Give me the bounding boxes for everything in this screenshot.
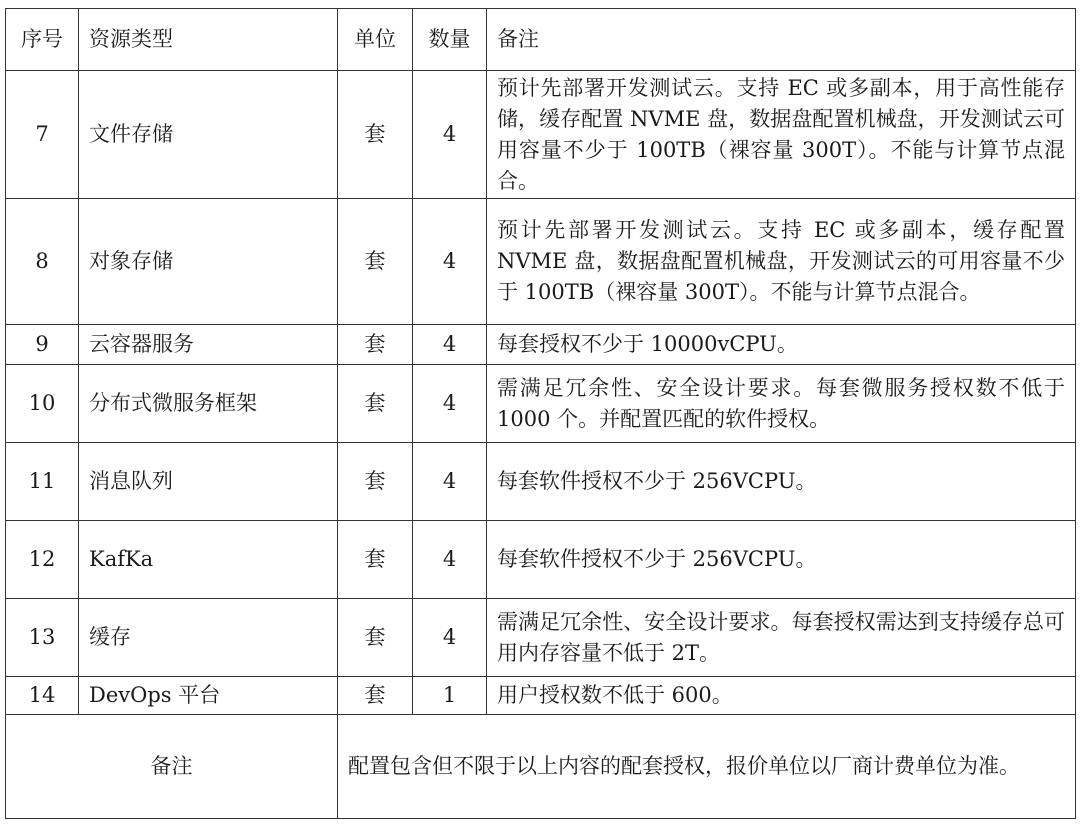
header-row [6,9,1076,71]
row-note: 预计先部署开发测试云。支持 EC 或多副本，缓存配置 NVME 盘，数据盘配置机械盘，开发测试云的可用容量不少于 100TB（裸容量 300T）。不能与计算节点混合。 [487,199,1076,325]
row-no: 11 [6,443,79,521]
table-row [6,71,1076,199]
row-type: 云容器服务 [79,325,338,365]
row-note: 每套软件授权不少于 256VCPU。 [487,443,1076,521]
row-type: 对象存储 [79,199,338,325]
row-unit: 套 [338,677,413,715]
table-row [6,365,1076,443]
row-unit: 套 [338,365,413,443]
row-qty: 4 [413,443,487,521]
row-note: 用户授权数不低于 600。 [487,677,1076,715]
row-unit: 套 [338,521,413,599]
table-row [6,199,1076,325]
resource-table [5,8,1076,819]
row-no: 12 [6,521,79,599]
remark-text: 配置包含但不限于以上内容的配套授权，报价单位以厂商计费单位为准。 [338,715,1076,819]
header-note: 备注 [487,9,1076,71]
row-qty: 4 [413,521,487,599]
table-row [6,521,1076,599]
row-note: 预计先部署开发测试云。支持 EC 或多副本，用于高性能存储，缓存配置 NVME 盘，数据盘配置机械盘，开发测试云可用容量不少于 100TB（裸容量 300T）。不能与计算节点混合。 [487,71,1076,199]
row-qty: 4 [413,365,487,443]
row-qty: 4 [413,325,487,365]
remark-row [6,715,1076,819]
row-no: 7 [6,71,79,199]
row-unit: 套 [338,599,413,677]
row-unit: 套 [338,325,413,365]
header-type: 资源类型 [79,9,338,71]
header-qty: 数量 [413,9,487,71]
row-no: 13 [6,599,79,677]
row-qty: 1 [413,677,487,715]
row-type: KafKa [79,521,338,599]
row-type: 文件存储 [79,71,338,199]
row-qty: 4 [413,71,487,199]
row-unit: 套 [338,71,413,199]
header-unit: 单位 [338,9,413,71]
row-note: 每套软件授权不少于 256VCPU。 [487,521,1076,599]
table-row [6,325,1076,365]
remark-label: 备注 [6,715,338,819]
table-row [6,599,1076,677]
row-no: 14 [6,677,79,715]
row-note: 需满足冗余性、安全设计要求。每套微服务授权数不低于 1000 个。并配置匹配的软件授权。 [487,365,1076,443]
row-type: DevOps 平台 [79,677,338,715]
row-qty: 4 [413,599,487,677]
row-no: 9 [6,325,79,365]
row-no: 8 [6,199,79,325]
row-type: 缓存 [79,599,338,677]
table-row [6,677,1076,715]
row-qty: 4 [413,199,487,325]
row-unit: 套 [338,199,413,325]
table-row [6,443,1076,521]
row-type: 分布式微服务框架 [79,365,338,443]
row-no: 10 [6,365,79,443]
row-note: 需满足冗余性、安全设计要求。每套授权需达到支持缓存总可用内存容量不低于 2T。 [487,599,1076,677]
row-note: 每套授权不少于 10000vCPU。 [487,325,1076,365]
header-no: 序号 [6,9,79,71]
row-type: 消息队列 [79,443,338,521]
row-unit: 套 [338,443,413,521]
